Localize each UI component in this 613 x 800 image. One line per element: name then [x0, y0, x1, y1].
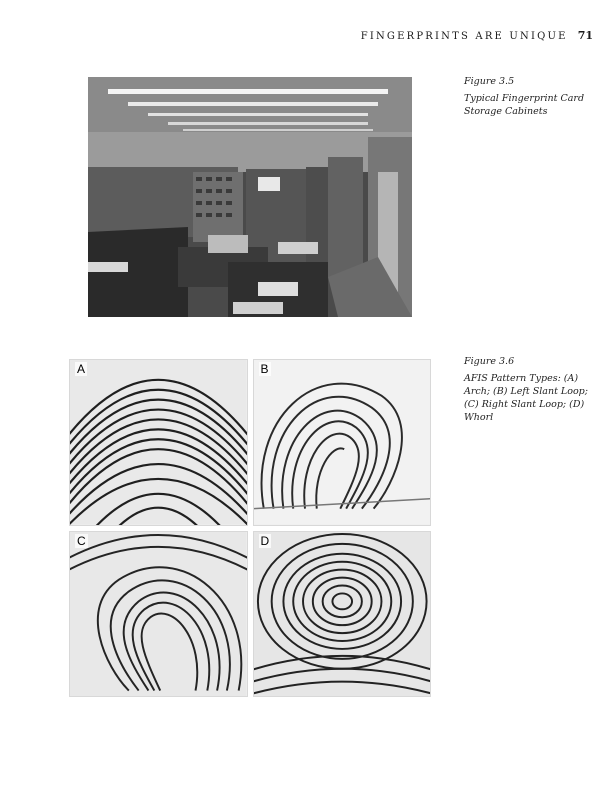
whorl-fingerprint-image	[254, 532, 431, 697]
figure-3-6-text: AFIS Pattern Types: (A) Arch; (B) Left Slant Loop; (C) Right Slant Loop; (D) Whorl	[464, 373, 588, 423]
fingerprint-grid	[69, 359, 431, 697]
page-number: 71	[577, 29, 593, 42]
fingerprint-panel-a	[69, 359, 248, 526]
panel-letter-d: D	[260, 533, 270, 548]
figure-3-6-caption	[464, 355, 594, 424]
storage-cabinets-illustration	[88, 77, 412, 317]
right-slant-loop-fingerprint-image	[70, 532, 247, 697]
panel-letter-c: C	[77, 533, 86, 548]
fingerprint-panel-b	[253, 359, 432, 526]
running-head-title: FINGERPRINTS ARE UNIQUE	[360, 31, 568, 42]
panel-letter-a: A	[77, 362, 86, 376]
left-slant-loop-fingerprint-image	[254, 360, 431, 525]
arch-fingerprint-image	[70, 360, 247, 525]
figure-3-6-label: Figure 3.6	[464, 356, 515, 367]
running-head	[361, 29, 593, 42]
panel-letter-b: B	[260, 362, 269, 376]
figure-3-5-caption	[464, 75, 594, 118]
figure-3-5-label: Figure 3.5	[464, 76, 515, 87]
figure-3-5-text: Typical Fingerprint Card Storage Cabinets	[464, 93, 585, 117]
fingerprint-panel-d	[253, 531, 432, 698]
fingerprint-panel-c	[69, 531, 248, 698]
storage-cabinets-photo	[88, 77, 412, 317]
